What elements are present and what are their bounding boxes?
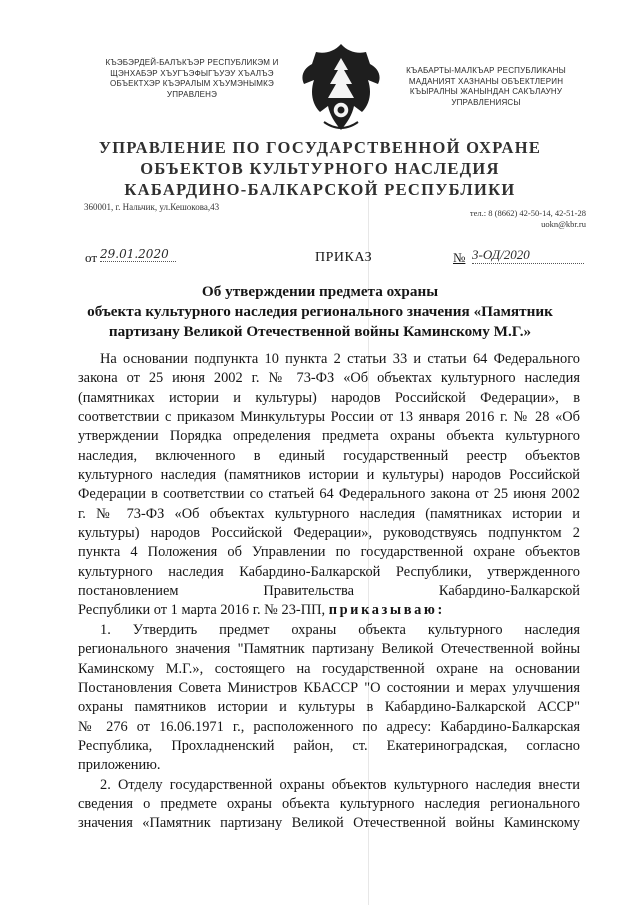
- item-2-line: значения «Памятник партизану Великой Отечественной войны Каминскому: [78, 815, 580, 832]
- body-line: культурного наследия (памятников истории и культуры) народов Российской: [78, 467, 580, 484]
- agency-contacts: [440, 208, 586, 230]
- body-line: На основании подпункта 10 пункта 2 статьи 33 и статьи 64 Федерального: [100, 351, 580, 367]
- body-line: соответствии с приказом Минкультуры России от 13 января 2016 г. № 28 «Об: [78, 409, 580, 426]
- body-line: культурного наследия Кабардино-Балкарской Республики, утвержденного: [78, 563, 580, 580]
- body-line: [78, 601, 580, 620]
- order-title: ПРИКАЗ: [315, 250, 373, 265]
- item-1-line: 1. Утвердить предмет охраны объекта культурного наследия: [100, 621, 580, 638]
- body-line: Федерации в соответствии со статьей 64 Федерального закона от 25 июня 2002: [78, 486, 580, 503]
- agency-email: uokn@kbr.ru: [541, 219, 586, 229]
- body-line: г. № 73-ФЗ «Об объектах культурного наследия (памятниках истории и: [78, 505, 580, 522]
- item-1-line: охраны памятников истории и культуры в Кабардино-Балкарской АССР": [78, 699, 580, 716]
- agency-title-line: ОБЪЕКТОВ КУЛЬТУРНОГО НАСЛЕДИЯ: [140, 159, 500, 178]
- header-left-line: КЪЭБЭРДЕЙ-БАЛЪКЪЭР РЕСПУБЛИКЭМ И: [105, 58, 279, 67]
- kbr-coat-of-arms-emblem: [294, 40, 388, 138]
- agency-title-line: УПРАВЛЕНИЕ ПО ГОСУДАРСТВЕННОЙ ОХРАНЕ: [98, 138, 542, 157]
- body-line: (памятниках истории и культуры) народов Российской Федерации», в: [78, 389, 580, 406]
- header-right-line: КЪЫРАЛНЫ ЖАНЫНДАН САКЪЛАУНУ: [409, 87, 563, 96]
- body-line-text: Республики от 1 марта 2016 г. № 23-ПП,: [78, 602, 326, 619]
- header-right-line: КЪАБАРТЫ-МАЛКЪАР РЕСПУБЛИКАНЫ: [406, 66, 566, 75]
- body-line: культуры) народов Российской Федерации», руководствуясь подпунктом 2: [78, 525, 580, 542]
- header-right-line: УПРАВЛЕНИЯСЫ: [451, 97, 521, 107]
- item-1-line: приложению.: [78, 757, 161, 774]
- date-label: от: [85, 250, 98, 265]
- subject-line: Об утверждении предмета охраны: [201, 283, 439, 300]
- item-1-line: Постановления Совета Министров КБАССР "О состоянии и мерах улучшения: [78, 679, 580, 696]
- body-line: закона от 25 июня 2002 г. № 73-ФЗ «Об объектах культурного наследия: [78, 370, 580, 387]
- item-2-line: 2. Отделу государственной охраны объектов культурного наследия внести: [100, 776, 580, 793]
- body-line: утверждении Порядка определения предмета охраны объекта культурного: [78, 428, 580, 445]
- order-word: приказываю:: [328, 602, 445, 619]
- header-right-line: МАДАНИЯТ ХАЗНАНЫ ОБЪЕКТЛЕРИН: [408, 76, 564, 86]
- order-date-handwritten: 29.01.2020: [100, 247, 176, 262]
- item-1-line: № 276 от 16.06.1971 г., расположенного по адресу: Кабардино-Балкарская: [78, 718, 580, 735]
- header-right-name: [386, 66, 586, 108]
- item-1-line: Каминскому М.Г.», состоящего на государственной охране на основании: [78, 660, 580, 677]
- item-1-line: регионального значения "Памятник партизану Великой Отечественной войны: [78, 641, 580, 658]
- order-subject: [0, 282, 640, 342]
- order-body: [78, 350, 580, 834]
- body-line: пункта 4 Положения об Управлении по государственной охране объектов: [78, 544, 580, 561]
- item-2-line: сведения о предмете охраны объекта культурного наследия регионального: [78, 795, 580, 812]
- item-1-line: Республика, Прохладненский район, ст. Екатериноградская, согласно: [78, 737, 580, 754]
- agency-title-line: КАБАРДИНО-БАЛКАРСКОЙ РЕСПУБЛИКИ: [124, 180, 516, 199]
- body-line: наследия, включенного в единый государственный реестр объектов: [78, 447, 580, 464]
- subject-line: объекта культурного наследия регионального значения «Памятник: [87, 303, 553, 320]
- order-number-handwritten: 3-ОД/2020: [472, 247, 584, 264]
- header-left-line: ОБЪЕКТХЭР КЪЭРАЛЫМ ХЪУМЭНЫМКЭ: [110, 79, 274, 88]
- number-label: №: [453, 250, 466, 265]
- agency-phone: тел.: 8 (8662) 42-50-14, 42-51-28: [469, 208, 586, 218]
- header-left-name: [92, 58, 292, 100]
- header-left-line: УПРАВЛЕНЭ: [166, 89, 218, 99]
- order-line: [85, 247, 580, 274]
- agency-address: 360001, г. Нальчик, ул.Кешокова,43: [84, 202, 220, 212]
- body-line: постановлением Правительства Кабардино-Балкарской: [78, 583, 580, 600]
- subject-line: партизану Великой Отечественной войны Каминскому М.Г.»: [108, 323, 532, 340]
- header-left-line: ЩЭНХАБЭР ХЪУГЪЭФЫГЪУЭУ ХЪАЛЪЭ: [110, 68, 274, 78]
